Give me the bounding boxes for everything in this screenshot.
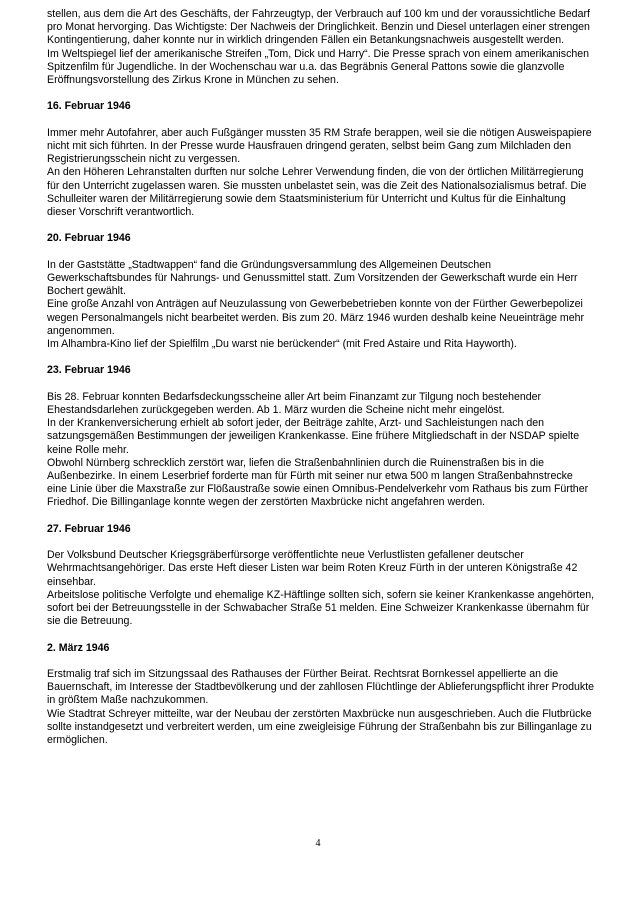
paragraph: Im Alhambra-Kino lief der Spielfilm „Du warst nie berückender“ (mit Fred Astaire und Rita Hayworth). [47, 338, 517, 351]
paragraph: stellen, aus dem die Art des Geschäfts, der Fahrzeugtyp, der Verbrauch auf 100 km und der voraussichtliche Bedarf pro Monat hervorging. Das Wichtigste: Der Nachweis der Dringlichkeit. Benzin und Diesel unterlagen einer strengen Kontingentierung, daher konnte nur in wirklich dringenden Fällen ein Betankungsnachweis ausgestellt werden. [47, 8, 590, 47]
entry-date: 2. März 1946 [47, 641, 110, 654]
entry-16-februar [47, 100, 595, 219]
paragraph: In der Gaststätte „Stadtwappen“ fand die Gründungsversammlung des Allgemeinen Deutschen Gewerkschaftsbundes für Nahrungs- und Genussmittel statt. Zum Vorsitzenden der Gewerkschaft wurde ein Herr Bochert gewählt. [47, 258, 578, 298]
paragraph: Wie Stadtrat Schreyer mitteilte, war der Neubau der zerstörten Maxbrücke nun ausgeschrieben. Auch die Flutbrücke sollte instandgesetzt und verbreitert werden, um eine zweigleisige Führung der Straßenbahn bis zur Billinganlage zu ermöglichen. [47, 707, 592, 747]
entry-date: 23. Februar 1946 [47, 364, 131, 377]
entry-27-februar [47, 523, 595, 629]
paragraph: In der Krankenversicherung erhielt ab sofort jeder, der Beiträge zahlte, Arzt- und Sachleistungen nach den satzungsgemäßen Bestimmungen der jeweiligen Krankenkasse. Eine frühere Mitgliedschaft in der NSDAP spielte keine Rolle mehr. [47, 417, 580, 456]
page-number: 4 [315, 838, 321, 849]
paragraph: An den Höheren Lehranstalten durften nur solche Lehrer Verwendung finden, die von der örtlichen Militärregierung für den Unterricht zugelassen waren. Sie mussten unbelastet sein, was die Zeit des Nationalsozialismus betraf. Die Schulleiter waren der Militärregierung sowie dem Staatsministerium für Unterricht und Kultus für die Einhaltung dieser Vorschrift verantwortlich. [47, 166, 587, 219]
entry-date: 16. Februar 1946 [47, 100, 131, 113]
paragraph: Immer mehr Autofahrer, aber auch Fußgänger mussten 35 RM Strafe berappen, weil sie die nötigen Ausweispapiere nicht mit sich führten. In der Presse wurde Hausfrauen dringend geraten, selbst beim Gang zum Milchladen den Registrierungsschein nicht zu vergessen. [47, 126, 592, 166]
entry-20-februar [47, 232, 595, 351]
paragraph: Erstmalig traf sich im Sitzungssaal des Rathauses der Fürther Beirat. Rechtsrat Bornkessel appellierte an die Bauernschaft, im Interesse der Stadtbevölkerung und der zahllosen Flüchtlinge der Ablieferungspflicht ihrer Produkte in größtem Maße nachzukommen. [47, 668, 595, 707]
entry-date: 20. Februar 1946 [47, 232, 131, 245]
paragraph: Bis 28. Februar konnten Bedarfsdeckungsscheine aller Art beim Finanzamt zur Tilgung noch bestehender Ehestandsdarlehen zurückgegeben werden. Ab 1. März wurden die Scheine nicht mehr eingelöst. [47, 390, 542, 416]
paragraph: Der Volksbund Deutscher Kriegsgräberfürsorge veröffentlichte neue Verlustlisten gefallener deutscher Wehrmachtsangehöriger. Das erste Heft dieser Listen war beim Roten Kreuz Fürth in der unteren Königstraße 42 einsehbar. [47, 549, 578, 588]
entry-date: 27. Februar 1946 [47, 522, 131, 535]
paragraph: Eine große Anzahl von Anträgen auf Neuzulassung von Gewerbebetrieben konnte von der Fürther Gewerbepolizei wegen Personalmangels nicht bearbeitet werden. Bis zum 20. März 1946 wurden deshalb keine Neueinträge mehr angenommen. [47, 298, 585, 337]
entry-2-maerz [47, 642, 595, 748]
paragraph: Arbeitslose politische Verfolgte und ehemalige KZ-Häftlinge sollten sich, sofern sie keiner Krankenkasse angehörten, sofort bei der Betreuungsstelle in der Schwabacher Straße 51 melden. Eine Schweizer Krankenkasse übernahm für sie die Betreuung. [47, 588, 595, 628]
entry-23-februar [47, 364, 595, 509]
paragraph: Im Weltspiegel lief der amerikanische Streifen „Tom, Dick und Harry“. Die Presse sprach von einem amerikanischen Spitzenfilm für Jugendliche. In der Wochenschau war u.a. das Begräbnis General Pattons sowie die glanzvolle Eröffnungsvorstellung des Zirkus Krone in München zu sehen. [47, 47, 590, 87]
document-body [47, 8, 595, 747]
paragraph: Obwohl Nürnberg schrecklich zerstört war, liefen die Straßenbahnlinien durch die Ruinenstraßen bis in die Außenbezirke. In einem Leserbrief forderte man für Fürth mit seiner nur etwa 500 m langen Straßenbahnstrecke eine Linie über die Maxstraße zur Flößaustraße sowie einen Omnibus-Pendelverkehr vom Rathaus bis zum Fürther Friedhof. Die Billinganlage konnte wegen der zerstörten Maxbrücke nicht angefahren werden. [47, 456, 589, 509]
